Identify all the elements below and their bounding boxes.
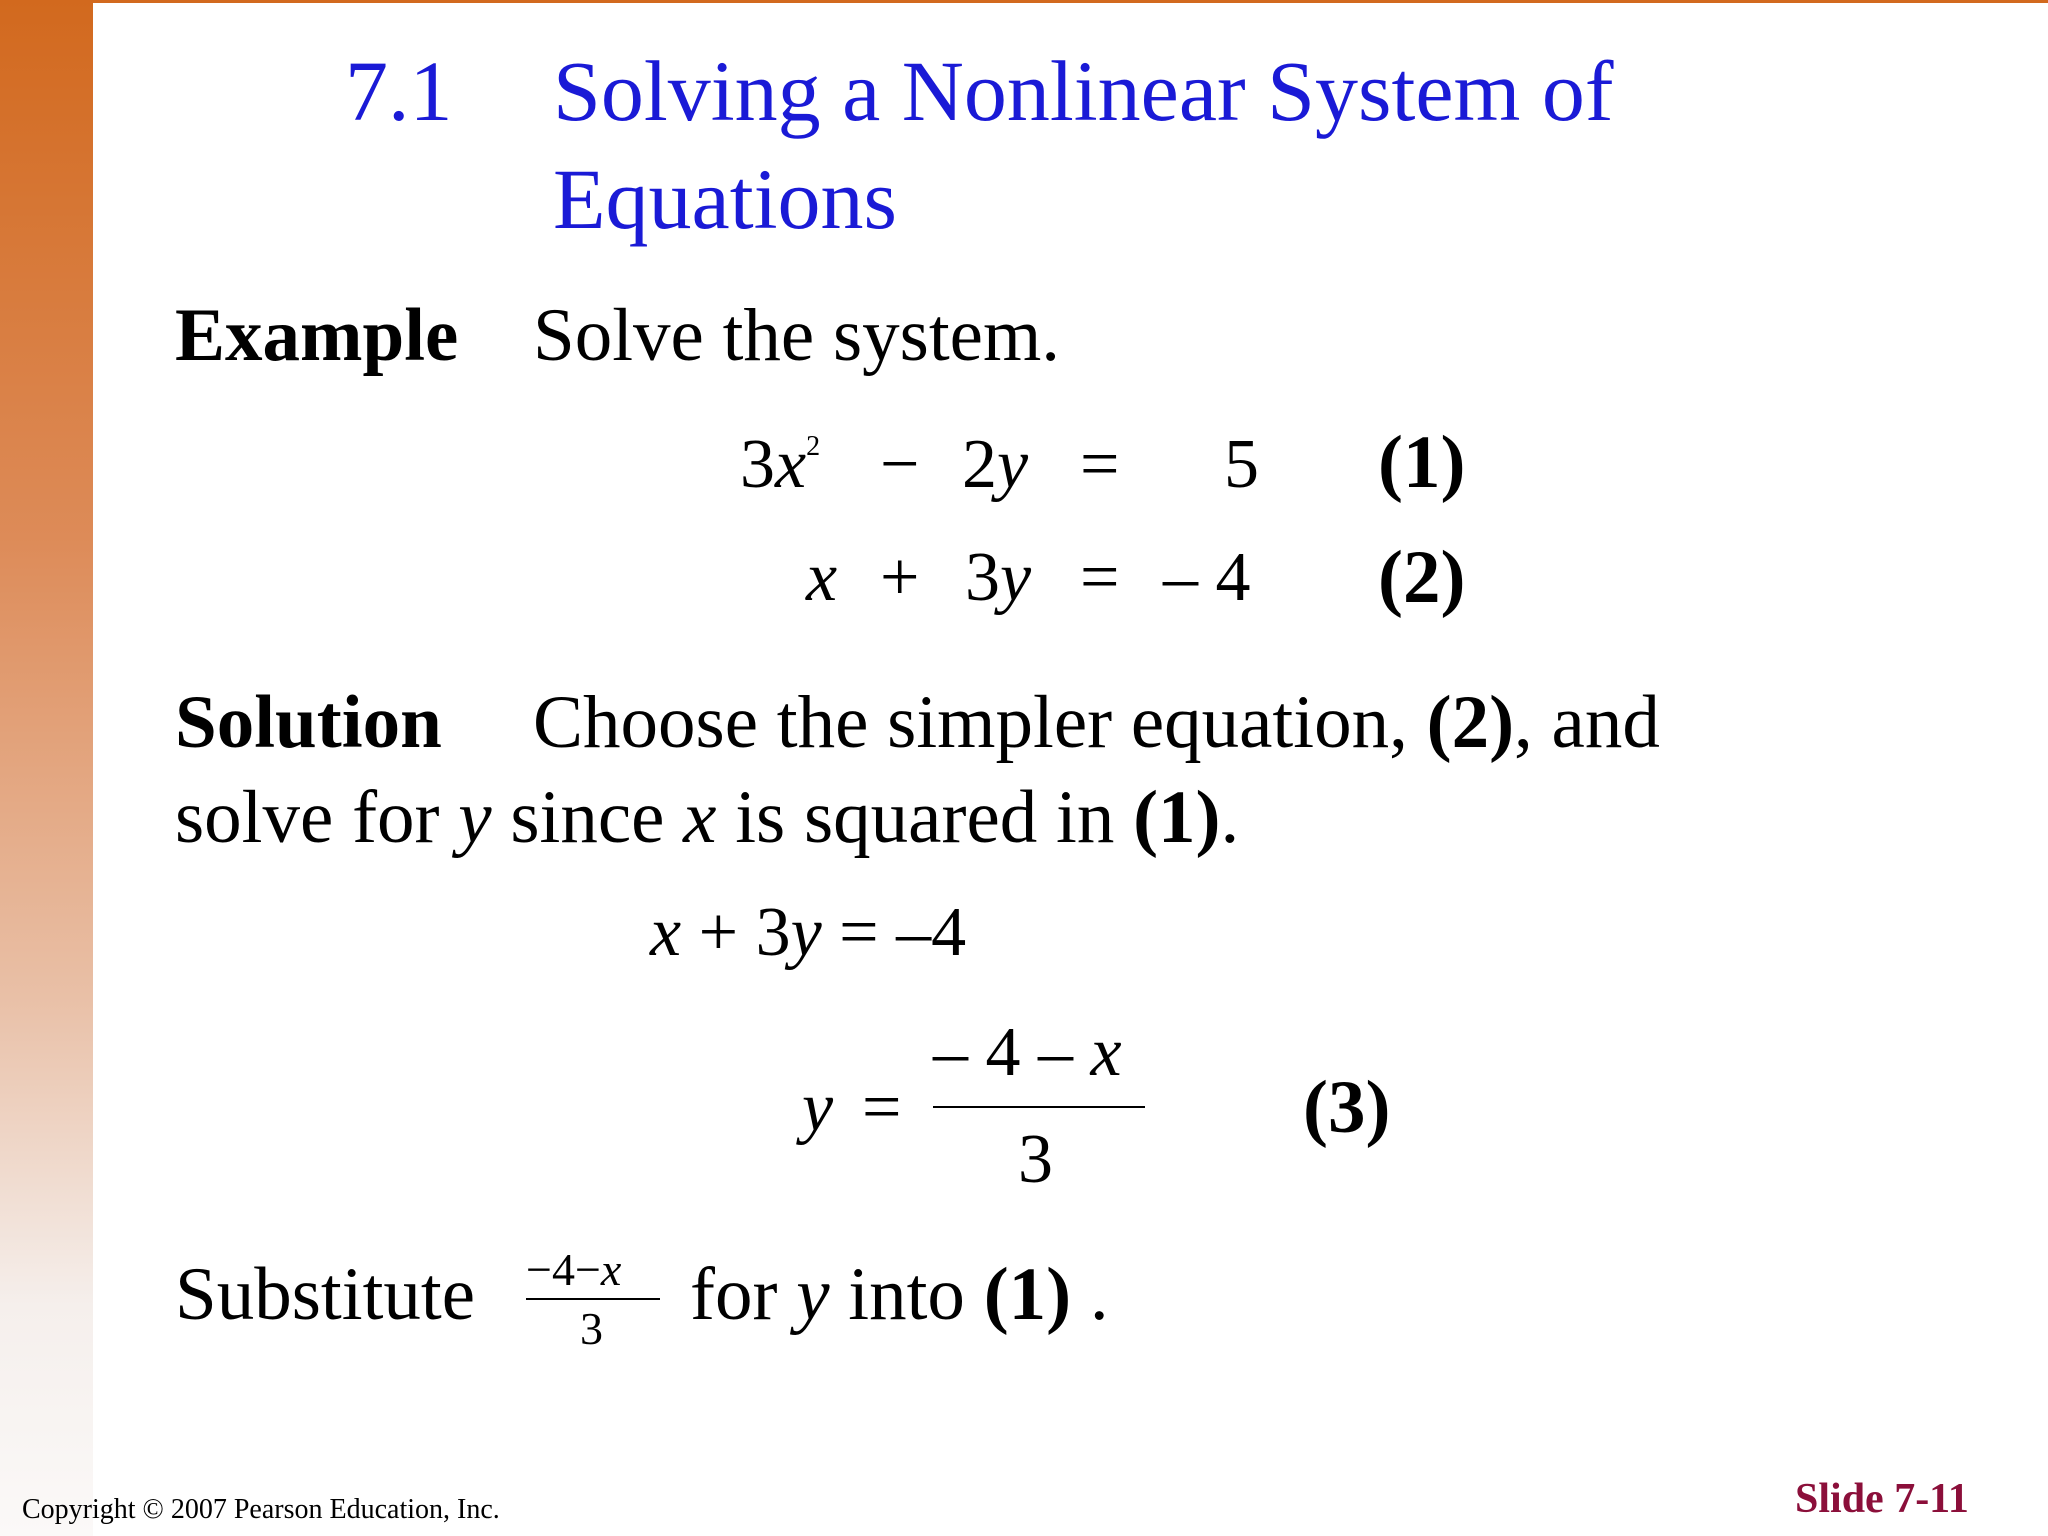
eq1-term2	[962, 425, 1028, 505]
step2-numerator	[933, 1013, 1122, 1093]
solution-label: Solution	[175, 681, 442, 764]
solution-line2-ref: (1)	[1133, 776, 1221, 859]
substitute-frac-numerator	[526, 1243, 621, 1296]
solution-line2-b: since	[510, 776, 665, 859]
eq2-term2-var: y	[1000, 539, 1032, 616]
step2-num-a: – 4 –	[933, 1014, 1073, 1091]
solution-line1	[533, 680, 1660, 766]
solution-line2-a: solve for	[175, 776, 440, 859]
eq2-tag: (2)	[1378, 536, 1466, 619]
substitute-frac-denominator: 3	[580, 1303, 603, 1354]
substitute-for: for	[690, 1253, 778, 1336]
solution-line2	[175, 775, 1239, 861]
solution-line2-var-y: y	[458, 776, 492, 859]
solution-line1-end: , and	[1514, 681, 1660, 764]
step1-equation	[650, 893, 966, 973]
step1-x: x	[650, 894, 682, 971]
substitute-into: into	[848, 1253, 965, 1336]
step2-num-x: x	[1090, 1014, 1122, 1091]
step1-rhs: –4	[896, 894, 967, 971]
title-line1: Solving a Nonlinear System of	[553, 43, 1614, 139]
step1-plus: +	[698, 894, 739, 971]
substitute-var-y: y	[796, 1253, 830, 1336]
top-rule	[93, 0, 2048, 3]
eq2-plus: +	[880, 539, 920, 616]
step1-y: y	[790, 894, 822, 971]
step1-coef: 3	[755, 894, 791, 971]
sidebar-gradient	[0, 0, 93, 1536]
eq2-term2-coef: 3	[965, 539, 1000, 616]
footer-copyright: Copyright © 2007 Pearson Education, Inc.	[22, 1494, 500, 1525]
step2-equals: =	[862, 1069, 902, 1146]
substitute-fraction-bar	[526, 1298, 660, 1300]
eq1-var-x: x	[775, 426, 807, 503]
substitute-end: .	[1089, 1253, 1109, 1336]
solution-line1-text: Choose the simpler equation,	[533, 681, 1408, 764]
solution-line2-c: is squared in	[735, 776, 1115, 859]
solution-line1-ref: (2)	[1426, 681, 1515, 764]
title-number: 7.1	[345, 43, 453, 139]
eq1-term2-var: y	[997, 426, 1029, 503]
step2-y: y	[802, 1069, 834, 1146]
substitute-ref: (1)	[983, 1253, 1072, 1336]
eq1-tag: (1)	[1378, 421, 1466, 504]
step2-fraction-bar	[933, 1106, 1145, 1108]
example-label: Example	[175, 294, 459, 377]
substitute-num-x: x	[600, 1244, 622, 1295]
eq1-equals: =	[1080, 426, 1120, 503]
eq1-minus: −	[880, 426, 920, 503]
eq1-term2-coef: 2	[962, 426, 997, 503]
title-line2: Equations	[553, 151, 897, 247]
eq1-exponent: 2	[806, 430, 821, 462]
eq2-var-x: x	[806, 539, 838, 616]
step2-denominator: 3	[1018, 1121, 1053, 1198]
eq1-coef: 3	[740, 426, 775, 503]
eq2-rhs: – 4	[1163, 539, 1251, 616]
eq2-term2	[965, 538, 1031, 618]
eq2-equals: =	[1080, 539, 1120, 616]
substitute-word: Substitute	[175, 1253, 476, 1336]
step1-equals: =	[839, 894, 879, 971]
step2-tag: (3)	[1303, 1066, 1391, 1149]
example-text: Solve the system.	[533, 294, 1061, 377]
solution-line2-end: .	[1220, 776, 1240, 859]
substitute-rest	[690, 1252, 1109, 1338]
equation-1	[740, 425, 820, 505]
solution-line2-var-x: x	[683, 776, 717, 859]
footer-slide-number: Slide 7-11	[1795, 1476, 1969, 1522]
substitute-num-a: −4−	[526, 1244, 601, 1295]
eq1-rhs: 5	[1224, 426, 1259, 503]
